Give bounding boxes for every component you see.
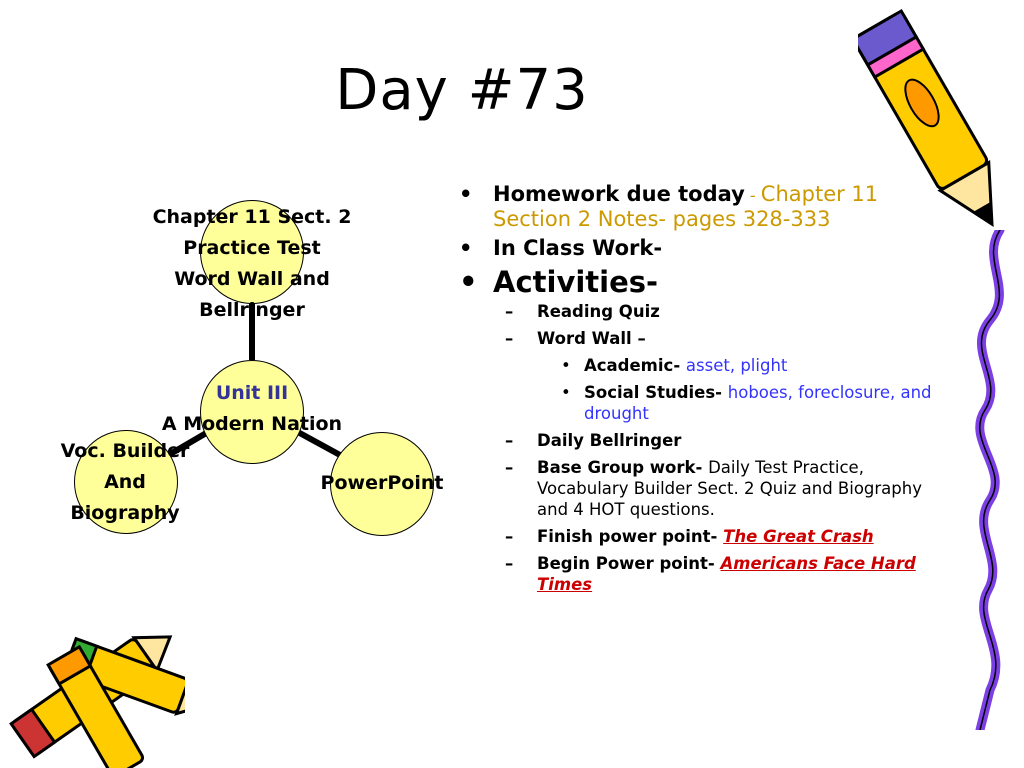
top-node-label xyxy=(100,202,404,326)
dash-marker: – xyxy=(505,458,514,477)
list-item-reading-quiz xyxy=(455,301,935,322)
dash-marker: – xyxy=(505,302,514,321)
bullet-marker: • xyxy=(459,182,473,206)
agenda-list xyxy=(455,182,935,601)
top-node-line: Chapter 11 Sect. 2 xyxy=(152,206,352,228)
top-node-line: Practice Test xyxy=(183,237,321,259)
list-item-word-wall xyxy=(455,328,935,349)
great-crash-link[interactable]: The Great Crash xyxy=(723,527,874,546)
homework-label: Homework due today xyxy=(493,182,745,206)
list-item-begin-powerpoint xyxy=(455,553,935,595)
list-item-academic xyxy=(455,355,935,376)
base-group-label: Base Group work- xyxy=(537,458,709,477)
academic-words: asset, plight xyxy=(685,356,788,375)
center-node-line: A Modern Nation xyxy=(161,413,343,435)
dash-marker: – xyxy=(505,329,514,348)
dash-marker: – xyxy=(505,527,514,546)
center-node-label xyxy=(120,378,384,440)
daily-bellringer-text: Daily Bellringer xyxy=(537,431,682,450)
list-item-finish-powerpoint xyxy=(455,526,935,547)
left-node-line: Biography xyxy=(70,502,180,524)
squiggle-decoration xyxy=(960,230,1024,730)
left-node-line: And xyxy=(104,471,146,493)
right-node-line: PowerPoint xyxy=(320,472,444,494)
activities-label: Activities- xyxy=(493,265,659,299)
unit-diagram xyxy=(40,200,460,540)
bullet-marker: • xyxy=(459,265,478,299)
list-item-activities xyxy=(455,265,935,299)
pencils-icon xyxy=(0,610,185,768)
list-item-base-group xyxy=(455,457,935,520)
dash-marker: – xyxy=(505,554,514,573)
bullet-marker: • xyxy=(561,356,571,375)
academic-label: Academic- xyxy=(584,356,686,375)
bullet-marker: • xyxy=(561,383,571,402)
top-node-line: Bellringer xyxy=(199,299,305,321)
hard-times-link[interactable]: Americans Face Hard Times xyxy=(537,554,916,594)
right-node-label xyxy=(302,468,462,499)
social-studies-words: hoboes, foreclosure, and drought xyxy=(584,383,932,423)
left-node-line: Voc. Builder xyxy=(60,440,190,462)
in-class-label: In Class Work- xyxy=(493,236,663,260)
homework-detail: Chapter 11 Section 2 Notes- pages 328-333 xyxy=(493,182,879,231)
word-wall-text: Word Wall – xyxy=(537,329,646,348)
left-node-label xyxy=(30,436,220,529)
base-group-detail: Daily Test Practice, Vocabulary Builder Sect. 2 Quiz and Biography and 4 HOT questions. xyxy=(537,458,922,519)
dash-marker: – xyxy=(505,431,514,450)
finish-powerpoint-label: Finish power point- xyxy=(537,527,724,546)
list-item-daily-bellringer xyxy=(455,430,935,451)
bullet-marker: • xyxy=(459,236,473,260)
social-studies-label: Social Studies- xyxy=(584,383,728,402)
begin-powerpoint-label: Begin Power point- xyxy=(537,554,721,573)
homework-separator: - xyxy=(744,186,761,205)
slide-title: Day #73 xyxy=(335,58,589,123)
list-item-social-studies xyxy=(455,382,935,424)
list-item-homework xyxy=(455,182,935,232)
top-node-line: Word Wall and xyxy=(174,268,330,290)
center-node-line: Unit III xyxy=(215,382,289,404)
list-item-in-class xyxy=(455,236,935,261)
reading-quiz-text: Reading Quiz xyxy=(537,302,660,321)
